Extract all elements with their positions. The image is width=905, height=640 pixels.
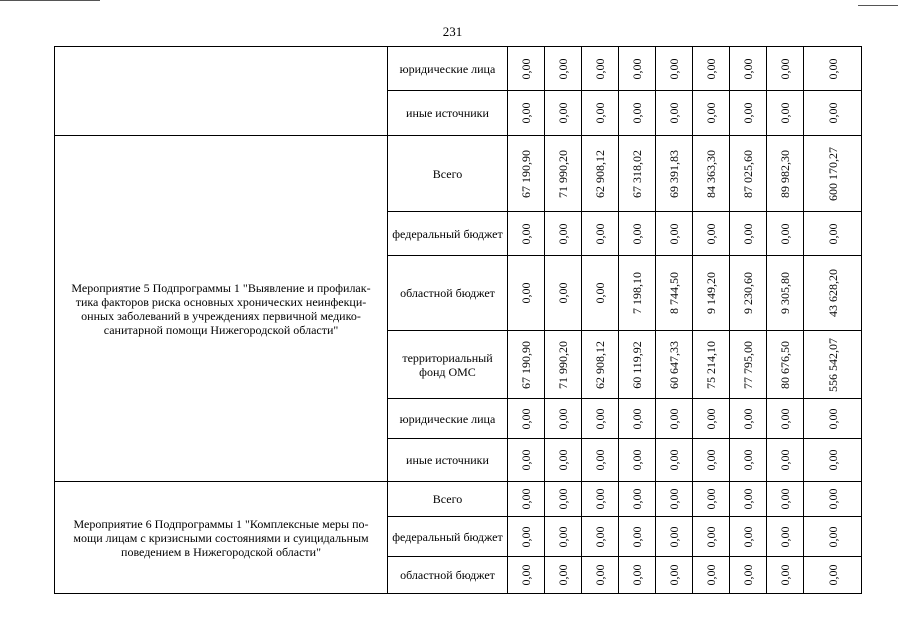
year-value-cell [767,136,804,212]
year-value-cell [693,482,730,517]
value-text: 600 170,27 [825,146,840,201]
year-value-cell [508,482,545,517]
year-value-cell [508,331,545,399]
year-value-cell [619,47,656,91]
value-text: 84 363,30 [704,149,718,198]
funding-source: областной бюджет [388,557,508,594]
year-value-cell [767,256,804,331]
value-text: 0,00 [741,526,755,547]
value-text: 0,00 [630,449,644,471]
year-value-cell [619,256,656,331]
year-value-cell [656,399,693,439]
year-value-cell [582,331,619,399]
year-value-cell [656,482,693,517]
funding-source: юридические лица [388,47,508,91]
value-text: 67 190,90 [519,340,533,389]
value-text: 0,00 [556,58,570,79]
value-text: 0,00 [630,408,644,429]
measure-title: Мероприятие 5 Подпрограммы 1 "Выявление и профилак-тика факторов риска основных хронических неинфекци-онных заболеваний в учреждениях первичной медико-санитарной помощи Нижегородской области" [55,136,388,482]
value-text: 0,00 [741,102,755,124]
corner-rule-right [858,5,898,6]
value-text: 71 990,20 [556,340,570,389]
value-text: 80 676,50 [778,340,792,389]
year-value-cell [656,439,693,482]
value-text: 0,00 [519,526,533,547]
total-value-cell [804,136,862,212]
value-text: 0,00 [825,526,840,547]
year-value-cell [619,91,656,136]
value-text: 0,00 [593,282,607,304]
year-value-cell [693,212,730,256]
value-text: 0,00 [704,58,718,79]
total-value-cell [804,47,862,91]
total-value-cell [804,331,862,399]
value-text: 0,00 [593,102,607,124]
value-text: 0,00 [667,102,681,124]
value-text: 0,00 [704,102,718,124]
year-value-cell [582,399,619,439]
total-value-cell [804,439,862,482]
value-text: 0,00 [556,488,570,510]
value-text: 0,00 [556,564,570,586]
value-text: 0,00 [593,408,607,429]
total-value-cell [804,256,862,331]
value-text: 60 647,33 [667,340,681,389]
value-text: 69 391,83 [667,149,681,198]
value-text: 0,00 [704,449,718,471]
value-text: 0,00 [778,58,792,79]
funding-source: юридические лица [388,399,508,439]
funding-source: федеральный бюджет [388,517,508,557]
year-value-cell [656,136,693,212]
value-text: 0,00 [593,223,607,244]
value-text: 0,00 [630,102,644,124]
total-value-cell [804,517,862,557]
year-value-cell [767,439,804,482]
value-text: 9 305,80 [778,272,792,314]
year-value-cell [656,557,693,594]
table-row [55,47,862,91]
year-value-cell [545,91,582,136]
year-value-cell [693,91,730,136]
value-text: 0,00 [825,223,840,244]
year-value-cell [545,136,582,212]
year-value-cell [582,136,619,212]
year-value-cell [545,212,582,256]
value-text: 43 628,20 [825,269,840,317]
year-value-cell [730,399,767,439]
year-value-cell [767,91,804,136]
year-value-cell [545,256,582,331]
value-text: 0,00 [667,564,681,586]
value-text: 0,00 [825,408,840,429]
year-value-cell [767,399,804,439]
value-text: 0,00 [667,223,681,244]
value-text: 0,00 [778,449,792,471]
year-value-cell [767,331,804,399]
value-text: 0,00 [630,58,644,79]
value-text: 0,00 [704,223,718,244]
year-value-cell [582,482,619,517]
funding-source: Всего [388,482,508,517]
year-value-cell [545,47,582,91]
year-value-cell [656,331,693,399]
value-text: 0,00 [630,526,644,547]
year-value-cell [582,212,619,256]
value-text: 0,00 [593,58,607,79]
total-value-cell [804,482,862,517]
value-text: 0,00 [778,564,792,586]
value-text: 0,00 [825,58,840,79]
value-text: 0,00 [519,488,533,510]
funding-source: территориальный фонд ОМС [388,331,508,399]
value-text: 0,00 [741,408,755,429]
value-text: 0,00 [825,488,840,510]
year-value-cell [582,91,619,136]
year-value-cell [545,517,582,557]
value-text: 62 908,12 [593,340,607,389]
total-value-cell [804,557,862,594]
total-value-cell [804,212,862,256]
value-text: 0,00 [630,488,644,510]
value-text: 0,00 [667,408,681,429]
value-text: 0,00 [741,449,755,471]
year-value-cell [656,91,693,136]
value-text: 0,00 [704,408,718,429]
year-value-cell [545,331,582,399]
value-text: 0,00 [704,564,718,586]
value-text: 7 198,10 [630,272,644,314]
value-text: 9 230,60 [741,272,755,314]
year-value-cell [656,212,693,256]
value-text: 0,00 [630,564,644,586]
year-value-cell [767,482,804,517]
year-value-cell [508,136,545,212]
value-text: 0,00 [667,488,681,510]
year-value-cell [767,47,804,91]
year-value-cell [619,399,656,439]
value-text: 89 982,30 [778,149,792,198]
year-value-cell [508,212,545,256]
page-number: 231 [442,24,463,39]
year-value-cell [693,399,730,439]
value-text: 0,00 [519,564,533,586]
value-text: 87 025,60 [741,149,755,198]
year-value-cell [508,47,545,91]
value-text: 60 119,92 [630,340,644,389]
total-value-cell [804,399,862,439]
value-text: 0,00 [556,102,570,124]
value-text: 67 318,02 [630,149,644,198]
value-text: 0,00 [741,564,755,586]
value-text: 0,00 [519,282,533,304]
value-text: 0,00 [778,223,792,244]
year-value-cell [730,482,767,517]
year-value-cell [656,517,693,557]
value-text: 0,00 [593,526,607,547]
year-value-cell [730,439,767,482]
value-text: 77 795,00 [741,340,755,389]
year-value-cell [730,517,767,557]
year-value-cell [730,212,767,256]
value-text: 0,00 [778,102,792,124]
value-text: 0,00 [778,408,792,429]
year-value-cell [508,91,545,136]
year-value-cell [693,136,730,212]
value-text: 9 149,20 [704,272,718,314]
value-text: 0,00 [593,488,607,510]
year-value-cell [545,399,582,439]
value-text: 0,00 [519,102,533,124]
year-value-cell [730,136,767,212]
value-text: 75 214,10 [704,340,718,389]
measure-title: Мероприятие 6 Подпрограммы 1 "Комплексные меры по-мощи лицам с кризисными состояниями и суицидальным поведением в Нижегородской области" [55,482,388,594]
year-value-cell [730,331,767,399]
value-text: 8 744,50 [667,272,681,314]
year-value-cell [730,47,767,91]
value-text: 0,00 [667,58,681,79]
year-value-cell [508,439,545,482]
value-text: 0,00 [704,488,718,510]
value-text: 0,00 [741,488,755,510]
value-text: 0,00 [556,449,570,471]
year-value-cell [508,557,545,594]
year-value-cell [619,331,656,399]
year-value-cell [582,557,619,594]
total-value-cell [804,91,862,136]
value-text: 0,00 [630,223,644,244]
year-value-cell [767,517,804,557]
year-value-cell [582,256,619,331]
value-text: 67 190,90 [519,149,533,198]
funding-source: иные источники [388,439,508,482]
table-row [55,136,862,212]
value-text: 0,00 [741,223,755,244]
value-text: 0,00 [519,223,533,244]
value-text: 0,00 [778,488,792,510]
year-value-cell [545,482,582,517]
year-value-cell [619,557,656,594]
value-text: 0,00 [556,282,570,304]
year-value-cell [656,47,693,91]
budget-table [54,46,862,594]
year-value-cell [693,47,730,91]
year-value-cell [582,517,619,557]
value-text: 0,00 [556,408,570,429]
value-text: 0,00 [704,526,718,547]
value-text: 0,00 [593,449,607,471]
year-value-cell [693,439,730,482]
funding-source: Всего [388,136,508,212]
year-value-cell [693,517,730,557]
value-text: 71 990,20 [556,149,570,198]
year-value-cell [619,482,656,517]
year-value-cell [767,212,804,256]
value-text: 0,00 [519,58,533,79]
year-value-cell [730,557,767,594]
year-value-cell [767,557,804,594]
value-text: 0,00 [556,223,570,244]
corner-rule-left [0,0,100,1]
year-value-cell [619,136,656,212]
year-value-cell [619,212,656,256]
year-value-cell [656,256,693,331]
year-value-cell [693,256,730,331]
funding-source: иные источники [388,91,508,136]
value-text: 62 908,12 [593,149,607,198]
year-value-cell [508,256,545,331]
year-value-cell [619,439,656,482]
year-value-cell [508,517,545,557]
value-text: 0,00 [556,526,570,547]
value-text: 0,00 [519,408,533,429]
value-text: 0,00 [667,526,681,547]
funding-source: федеральный бюджет [388,212,508,256]
year-value-cell [545,439,582,482]
value-text: 0,00 [593,564,607,586]
year-value-cell [545,557,582,594]
year-value-cell [582,47,619,91]
year-value-cell [619,517,656,557]
value-text: 0,00 [825,102,840,124]
year-value-cell [730,91,767,136]
year-value-cell [730,256,767,331]
value-text: 0,00 [778,526,792,547]
year-value-cell [693,331,730,399]
year-value-cell [693,557,730,594]
year-value-cell [508,399,545,439]
value-text: 0,00 [667,449,681,471]
table-row [55,482,862,517]
value-text: 0,00 [741,58,755,79]
funding-source: областной бюджет [388,256,508,331]
value-text: 0,00 [519,449,533,471]
value-text: 0,00 [825,449,840,471]
value-text: 556 542,07 [825,337,840,392]
value-text: 0,00 [825,564,840,586]
year-value-cell [582,439,619,482]
measure-title [55,47,388,136]
